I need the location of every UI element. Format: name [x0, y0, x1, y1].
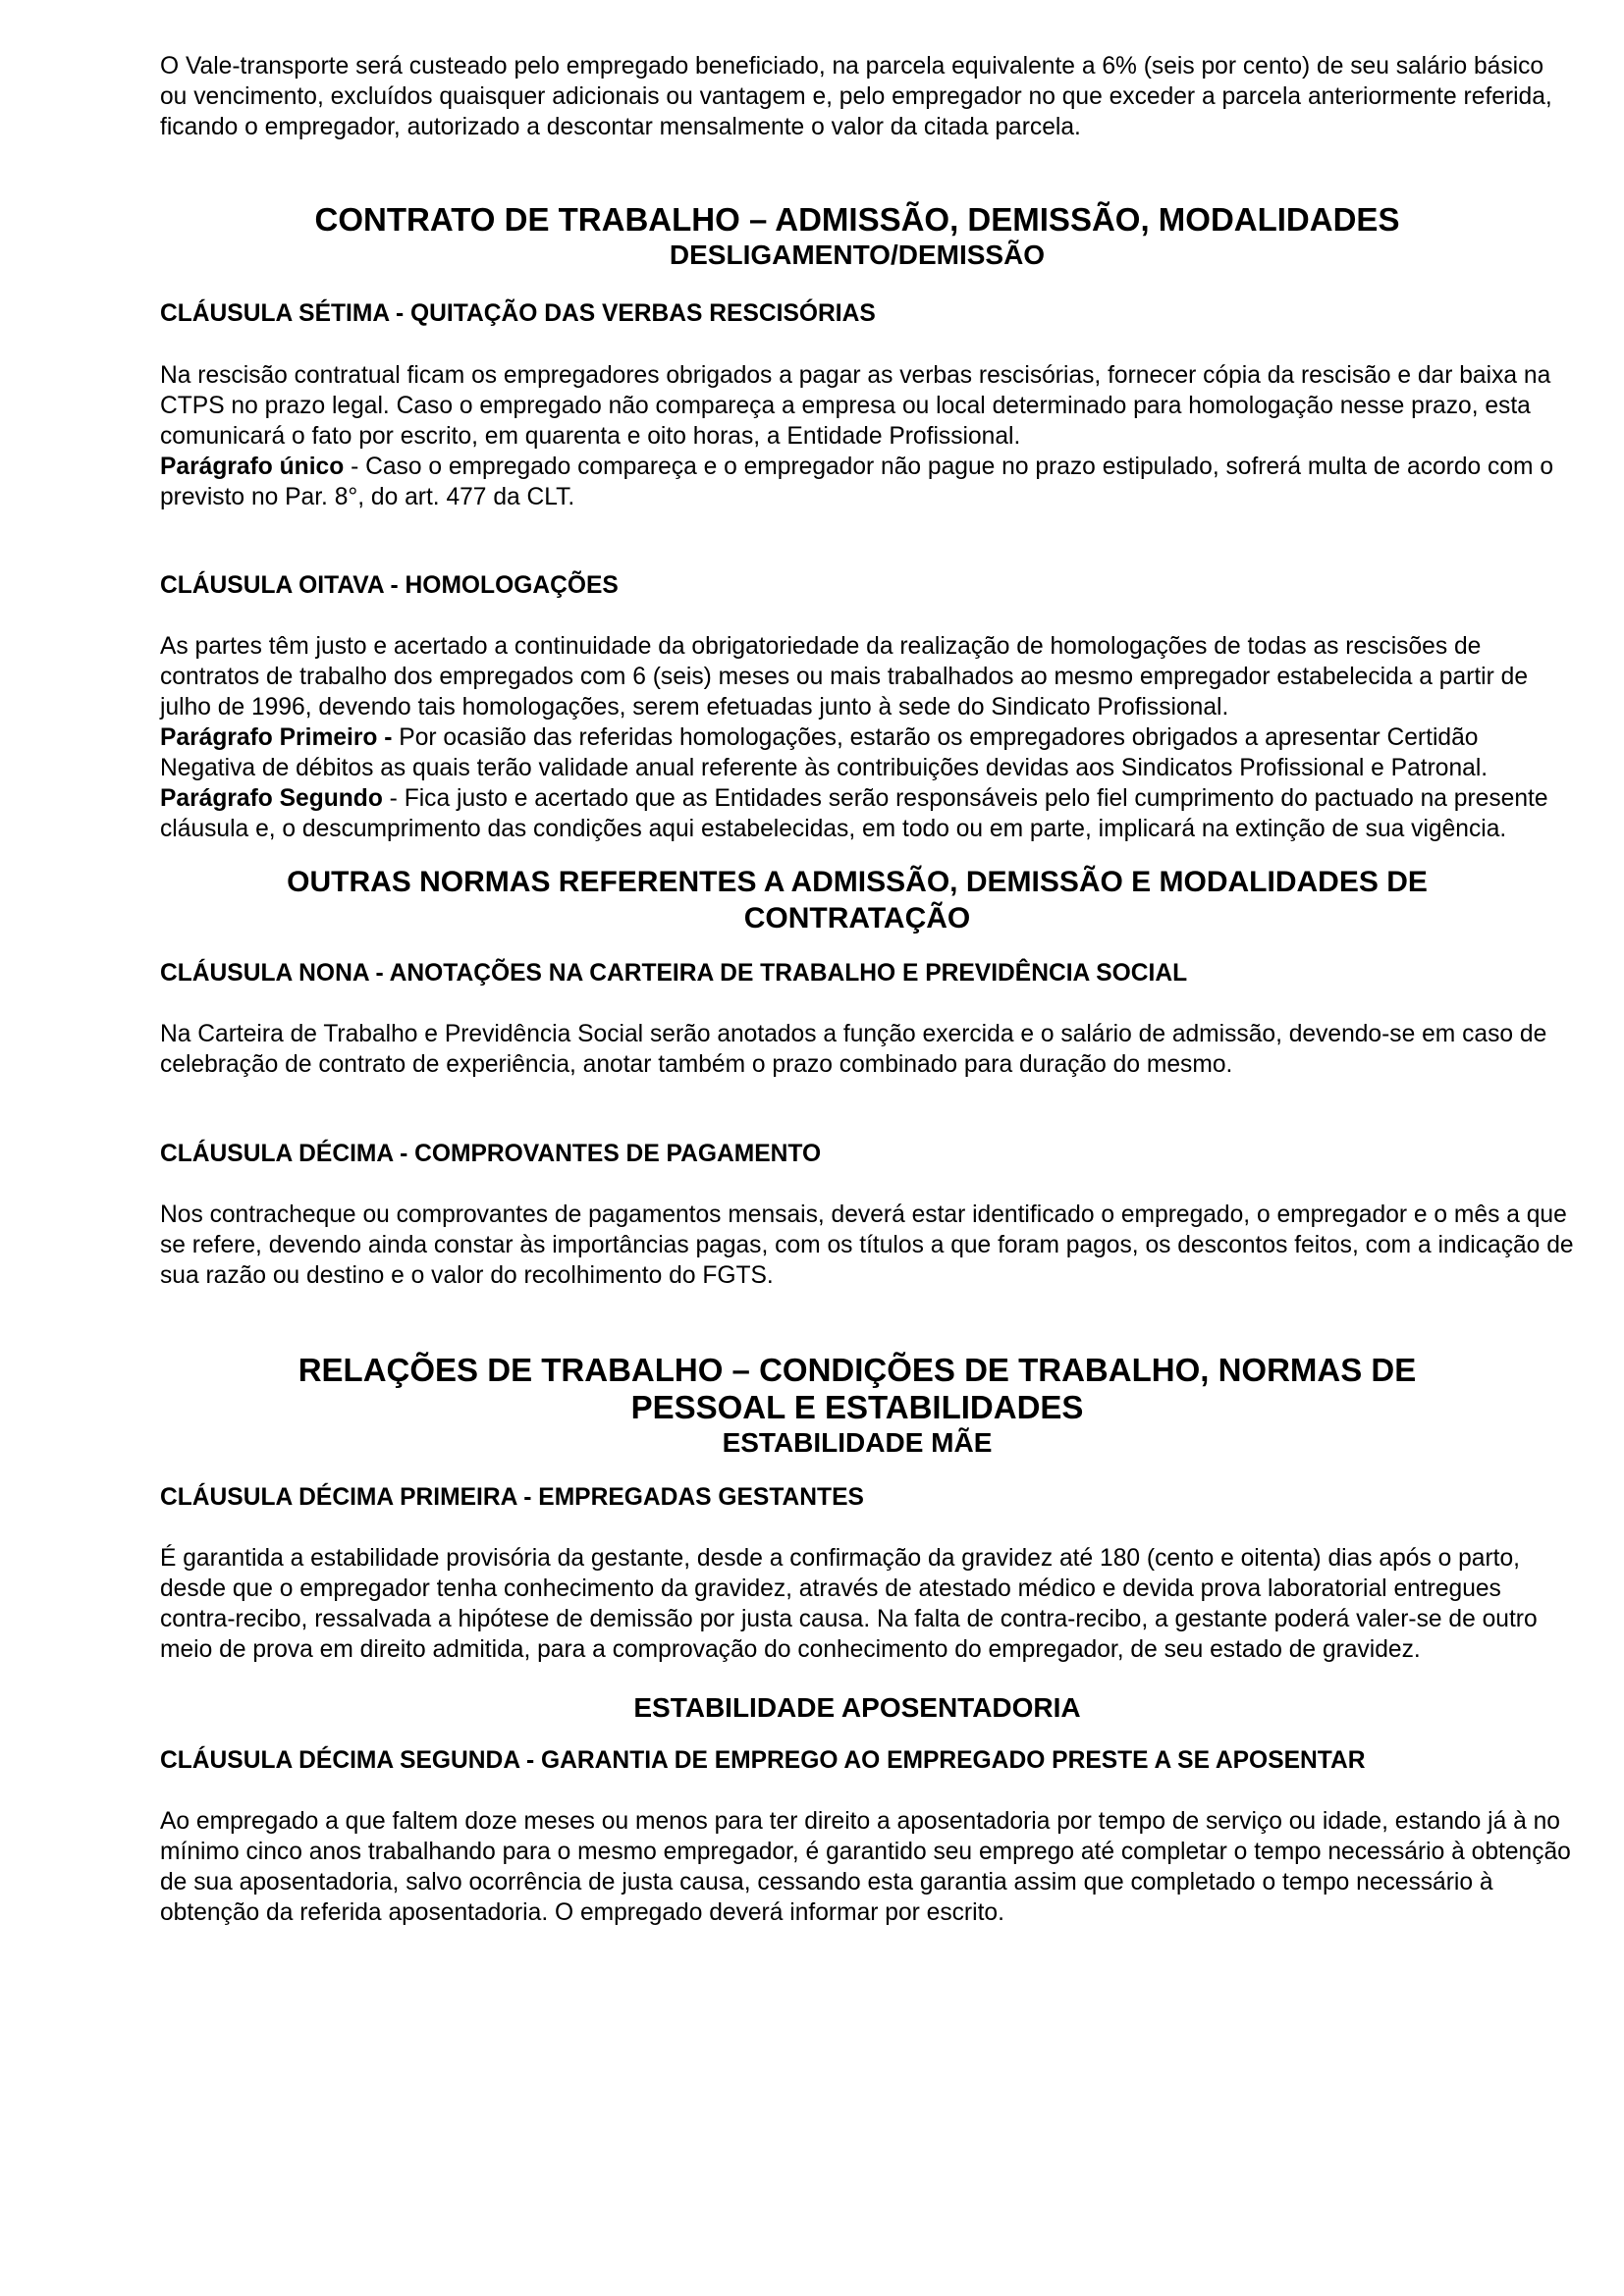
intro-paragraph: O Vale-transporte será custeado pelo empregado beneficiado, na parcela equivalente a 6% (seis por cento) de seu salário básico ou vencimento, excluídos quaisquer adicionais ou vantagem e, pelo empregador no que exceder a parcela anteriormente referida, ficando o empregador, autorizado a descontar mensalmente o valor da citada parcela. — [160, 53, 1552, 140]
clause-10-title: CLÁUSULA DÉCIMA - COMPROVANTES DE PAGAMENTO — [160, 1141, 822, 1167]
section-title-estabilidade-aposentadoria: ESTABILIDADE APOSENTADORIA — [633, 1692, 1081, 1723]
section-subtitle-desligamento: DESLIGAMENTO/DEMISSÃO — [669, 240, 1046, 270]
section-title-contrato: CONTRATO DE TRABALHO – ADMISSÃO, DEMISSÃO, MODALIDADES — [314, 201, 1400, 238]
section-title-outras-normas — [160, 864, 1574, 936]
paragraph-text: - Caso o empregado compareça e o empregador não pague no prazo estipulado, sofrerá multa de acordo com o previsto no Par. 8°, do art. 477 da CLT. — [160, 454, 1554, 510]
clause-8-paragraph-primeiro — [160, 722, 1574, 783]
clause-7-title: CLÁUSULA SÉTIMA - QUITAÇÃO DAS VERBAS RESCISÓRIAS — [160, 300, 876, 327]
clause-11-body: É garantida a estabilidade provisória da gestante, desde a confirmação da gravidez até 180 (cento e oitenta) dias após o parto, desde que o empregador tenha conhecimento da gravidez, através de atestado médico e devida prova laboratorial entregues contra-recibo, ressalvada a hipótese de demissão por justa causa. Na falta de contra-recibo, a gestante poderá valer-se de outro meio de prova em direito admitida, para a comprovação do conhecimento do empregador, de seu estado de gravidez. — [160, 1545, 1538, 1663]
paragraph-label: Parágrafo único — [160, 454, 345, 480]
clause-12-body: Ao empregado a que faltem doze meses ou menos para ter direito a aposentadoria por tempo de serviço ou idade, estando já à no mínimo cinco anos trabalhando para o mesmo empregador, é garantido seu emprego até completar o tempo necessário à obtenção de sua aposentadoria, salvo ocorrência de justa causa, cessando esta garantia assim que completado o tempo necessário à obtenção da referida aposentadoria. O empregado deverá informar por escrito. — [160, 1808, 1571, 1926]
section-subtitle-estabilidade-mae: ESTABILIDADE MÃE — [722, 1427, 993, 1458]
paragraph-label: Parágrafo Segundo — [160, 785, 383, 812]
section-title-relacoes — [160, 1352, 1574, 1426]
title-line-1: OUTRAS NORMAS REFERENTES A ADMISSÃO, DEMISSÃO E MODALIDADES DE — [287, 866, 1428, 898]
clause-9-body: Na Carteira de Trabalho e Previdência Social serão anotados a função exercida e o salário de admissão, devendo-se em caso de celebração de contrato de experiência, anotar também o prazo combinado para duração do mesmo. — [160, 1021, 1547, 1078]
paragraph-text: - Fica justo e acertado que as Entidades serão responsáveis pelo fiel cumprimento do pactuado na presente cláusula e, o descumprimento das condições aqui estabelecidas, em todo ou em parte, implicará na extinção de sua vigência. — [160, 785, 1548, 842]
clause-7-body: Na rescisão contratual ficam os empregadores obrigados a pagar as verbas rescisórias, fornecer cópia da rescisão e dar baixa na CTPS no prazo legal. Caso o empregado não compareça a empresa ou local determinado para homologação nesse prazo, esta comunicará o fato por escrito, em quarenta e oito horas, a Entidade Profissional. — [160, 362, 1551, 450]
title-line-2: PESSOAL E ESTABILIDADES — [630, 1389, 1084, 1425]
title-line-1: RELAÇÕES DE TRABALHO – CONDIÇÕES DE TRABALHO, NORMAS DE — [298, 1352, 1417, 1388]
clause-11-title: CLÁUSULA DÉCIMA PRIMEIRA - EMPREGADAS GESTANTES — [160, 1484, 864, 1511]
clause-9-title: CLÁUSULA NONA - ANOTAÇÕES NA CARTEIRA DE TRABALHO E PREVIDÊNCIA SOCIAL — [160, 960, 1188, 987]
title-line-2: CONTRATAÇÃO — [743, 902, 971, 934]
document-page — [160, 51, 1574, 1928]
paragraph-label: Parágrafo Primeiro - — [160, 724, 393, 751]
clause-10-body: Nos contracheque ou comprovantes de pagamentos mensais, deverá estar identificado o empregado, o empregador e o mês a que se refere, devendo ainda constar às importâncias pagas, com os títulos a que foram pagos, os descontos feitos, com a indicação de sua razão ou destino e o valor do recolhimento do FGTS. — [160, 1201, 1574, 1289]
clause-8-title: CLÁUSULA OITAVA - HOMOLOGAÇÕES — [160, 572, 619, 599]
clause-7-paragraph-unico — [160, 452, 1574, 512]
clause-8-paragraph-segundo — [160, 783, 1574, 844]
clause-12-title: CLÁUSULA DÉCIMA SEGUNDA - GARANTIA DE EMPREGO AO EMPREGADO PRESTE A SE APOSENTAR — [160, 1747, 1366, 1774]
clause-8-body: As partes têm justo e acertado a continuidade da obrigatoriedade da realização de homologações de todas as rescisões de contratos de trabalho dos empregados com 6 (seis) meses ou mais trabalhados ao mesmo empregador estabelecida a partir de julho de 1996, devendo tais homologações, serem efetuadas junto à sede do Sindicato Profissional. — [160, 633, 1529, 721]
paragraph-text: Por ocasião das referidas homologações, estarão os empregadores obrigados a apresentar Certidão Negativa de débitos as quais terão validade anual referente às contribuições devidas aos Sindicatos Profissional e Patronal. — [160, 724, 1489, 781]
